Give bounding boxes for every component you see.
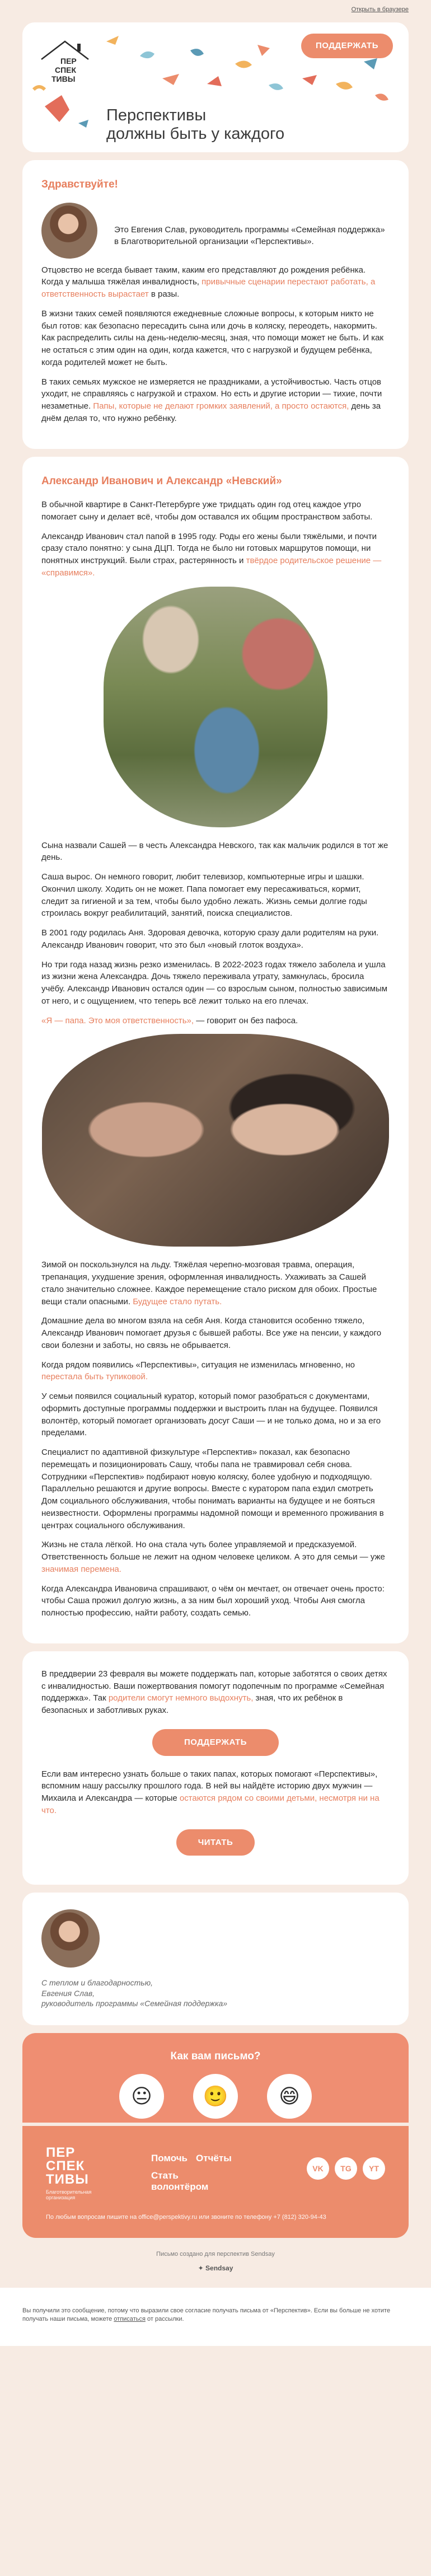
social-links (307, 2157, 385, 2180)
support-button[interactable]: ПОДДЕРЖАТЬ (152, 1729, 279, 1756)
footer-logo[interactable]: ПЕР СПЕК ТИВЫ Благотворительная организация (46, 2144, 92, 2200)
intro-paragraph-2: В жизни таких семей появляются ежедневные сложные вопросы, к которым никто не был готов: как безопасно пересадить сына или дочь в коляску, переодеть, накормить. Как распределить силы на день-неделю-месяц, зная, что помощи может не быть. И как не остаться с этим один на один, когда кажется, что с нагрузкой и будущем ребёнка, когда родителей может не быть. (41, 308, 384, 367)
header-logo[interactable] (38, 38, 92, 85)
story-paragraph: Жизнь не стала лёгкой. Но она стала чуть более управляемой и предсказуемой. Ответственность больше не лежит на одном человеке целиком. А это для семьи — уже значимая перемена. (41, 1540, 385, 1574)
story-paragraph: Когда рядом появились «Перспективы», ситуация не изменилась мгновенно, но перестала быть тупиковой. (41, 1360, 355, 1382)
father-daughter-photo (42, 1034, 389, 1247)
story-paragraph: У семьи появился социальный куратор, который помог разобраться с документами, оформить доступные программы поддержки и выстроить план на будущее. Появился волонтёр, который помогает организовать досуг Саши — и не только дома, но и за его пределами. (41, 1392, 381, 1438)
unsubscribe-link[interactable]: отписаться (114, 2316, 146, 2323)
story-paragraph: Когда Александра Ивановича спрашивают, о чём он мечтает, он отвечает очень просто: чтобы Саша прожил долгую жизнь, а за ним был хороший уход. Чтобы Аня смогла полностью профессию, найти работу, создать семью. (41, 1584, 385, 1618)
svg-text:СПЕК: СПЕК (55, 65, 77, 74)
feedback-block (22, 2033, 409, 2123)
story-card (22, 457, 409, 1643)
story-quote: «Я — папа. Это моя ответственность», — говорит он без пафоса. (41, 1015, 298, 1025)
author-intro: Это Евгения Слав, руководитель программы «Семейная поддержка» в Благотворительной организации «Перспективы». (114, 224, 385, 247)
appeal-card (22, 1651, 409, 1885)
sent-line: Письмо создано для перспектив Sendsay (156, 2250, 275, 2257)
open-in-browser-link[interactable]: Открыть в браузере (351, 6, 409, 13)
appeal-paragraph-1: В преддверии 23 февраля вы можете поддержать пап, которые заботятся о своих детях с инвалидностью. Ваши пожертвования помогут подопечным по программе «Семейная поддержка». Так родители смогут немного выдохнуть, зная, что их ребёнок в безопасных и заботливых руках. (41, 1669, 387, 1716)
face-neutral-icon[interactable]: 😐 (119, 2074, 164, 2119)
footer-nav (151, 2153, 241, 2193)
story-paragraph: Сына назвали Сашей — в честь Александра Невского, так как мальчик родился в тот же день. (41, 840, 388, 863)
signature-card (22, 1893, 409, 2025)
unsubscribe-block: Вы получили это сообщение, потому что выразили свое согласие получать письма от «Перспектив». Если вы больше не хотите получать наши письма, можете отписаться от рассылки. (0, 2288, 431, 2346)
story-paragraph: Но три года назад жизнь резко изменилась. В 2022-2023 годах тяжело заболела и ушла из жизни жена Александра. Дочь тяжело переживала утрату, замкнулась, бросила учёбу. Александр Иванович остался один — со взрослым сыном, полностью зависимым от него, и с ощущением, что теперь всё лежит только на его плечах. (41, 959, 388, 1006)
story-title: Александр Иванович и Александр «Невский» (41, 475, 282, 487)
youtube-icon[interactable]: YT (363, 2157, 385, 2180)
appeal-paragraph-2: Если вам интересно узнать больше о таких папах, которых помогают «Перспективы», вспомним нашу рассылку прошлого года. В ней вы найдёте историю двух мужчин — Михаила и Александра — которые остаются рядом со своими детьми, несмотря ни на что. (41, 1769, 380, 1815)
svg-text:ПЕР: ПЕР (60, 57, 77, 65)
header-card (22, 22, 409, 152)
family-photo (104, 587, 327, 827)
greeting: Здравствуйте! (41, 179, 118, 190)
header-support-button[interactable]: ПОДДЕРЖАТЬ (301, 34, 393, 58)
svg-text:ТИВЫ: ТИВЫ (51, 74, 76, 83)
face-smile-icon[interactable]: 🙂 (193, 2074, 238, 2119)
story-paragraph: Домашние дела во многом взяла на себя Аня. Когда становится особенно тяжело, Александр Иванович помогает друзья с бывшей работы. Все уже на пенсии, у каждого свои болезни и заботы, но связь не обрывается. (41, 1316, 382, 1350)
story-paragraph: В обычной квартире в Санкт-Петербурге уже тридцать один год отец каждое утро помогает сыну и делает всё, чтобы дом оставался их общим пространством заботы. (41, 500, 373, 522)
signature-avatar (41, 1909, 100, 1968)
story-paragraph: Зимой он поскользнулся на льду. Тяжёлая черепно-мозговая травма, операция, трепанация, ухудшение зрения, оформленная инвалидность. Ухаживать за Сашей стало значительно сложнее. Каждое перемещение стало риском для обоих. Простые вещи стали опасными. Будущее стало путать. (41, 1260, 377, 1306)
signature-text: С теплом и благодарностью, Евгения Слав, руководитель программы «Семейная поддержка» (41, 1978, 228, 2008)
vk-icon[interactable]: VK (307, 2157, 329, 2180)
read-button[interactable]: ЧИТАТЬ (176, 1829, 255, 1856)
intro-paragraph-3: В таких семьях мужское не измеряется не праздниками, а устойчивостью. Часть отцов уходит, не справляясь с нагрузкой и страхом. Но есть и другие истории — тихие, почти незаметные. Папы, которые не делают громких заявлений, а просто остаются, день за днём делая то, что нужно ребёнку. (41, 377, 382, 423)
sendsay-logo[interactable]: ✦ Sendsay (198, 2264, 233, 2272)
footer-contact-note: По любым вопросам пишите на office@perspektivy.ru или звоните по телефону +7 (812) 320-94-43 (46, 2213, 326, 2221)
story-paragraph: Александр Иванович стал папой в 1995 году. Роды его жены были тяжёлыми, и почти сразу стало понятно: у сына ДЦП. Тогда не было ни готовых маршрутов помощи, ни понятных инструкций. Были страх, растерянность и твёрдое родительское решение — «справимся». (41, 531, 382, 578)
face-happy-icon[interactable]: 😄 (267, 2074, 312, 2119)
house-logo-icon (38, 38, 92, 85)
story-paragraph: Саша вырос. Он немного говорит, любит телевизор, компьютерные игры и шашки. Окончил школу. Ходить он не может. Папа помогает ему пересаживаться, кормит, следит за гигиеной и за тем, чтобы было удобно лежать. Жизнь семьи долгие годы строилась вокруг реабилитаций, занятий, поиска специалистов. (41, 872, 367, 919)
story-paragraph: В 2001 году родилась Аня. Здоровая девочка, которую сразу дали родителям на руки. Александр Иванович говорит, что это был «новый глоток воздуха». (41, 928, 379, 950)
topline (22, 0, 409, 15)
telegram-icon[interactable]: TG (335, 2157, 357, 2180)
story-paragraph: Специалист по адаптивной физкультуре «Перспектив» показал, как безопасно перемещать и позиционировать Сашу, чтобы папа не травмировал себя снова. Сотрудники «Перспектив» подбирают новую коляску, более удобную и подходящую. Параллельно решаются и другие вопросы. Вместе с куратором папа ездил смотреть Дом социального обслуживания, чтобы понимать варианты на будущее и не бояться неизвестности. Оформлены программы надомной помощи и временного проживания в центрах социального обслуживания. (41, 1448, 384, 1530)
feedback-title: Как вам письмо? (170, 2050, 261, 2062)
footer (22, 2126, 409, 2238)
footer-link-volunteer[interactable]: Стать волонтёром (151, 2170, 209, 2192)
author-avatar (41, 203, 97, 259)
intro-paragraph-1: Отцовство не всегда бывает таким, каким его представляют до рождения ребёнка. Когда у малыша тяжёлая инвалидность, привычные сценарии перестают работать, а ответственность вырастает в разы. (41, 265, 376, 299)
header-title: Перспективы должны быть у каждого (106, 106, 285, 143)
intro-card (22, 160, 409, 449)
footer-link-help[interactable]: Помочь (151, 2152, 188, 2163)
footer-link-reports[interactable]: Отчёты (196, 2152, 232, 2163)
